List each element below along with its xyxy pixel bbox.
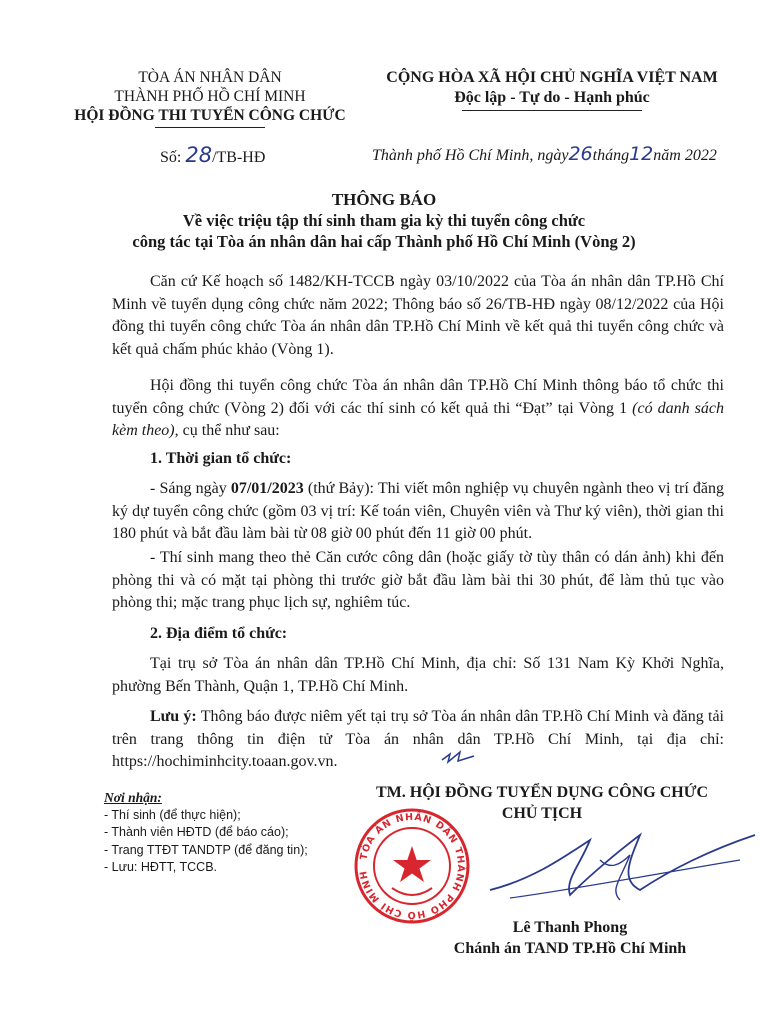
section-2-text: Tại trụ sở Tòa án nhân dân TP.Hồ Chí Minh, địa chỉ: Số 131 Nam Kỳ Khởi Nghĩa, phường Bến Thành, Quận 1, TP.Hồ Chí Minh. [112, 655, 724, 695]
national-title: CỘNG HÒA XÃ HỘI CHỦ NGHĨA VIỆT NAM [386, 69, 718, 86]
signer-block [420, 917, 720, 959]
motto-underline [462, 110, 642, 111]
issuer-line-3: HỘI ĐỒNG THI TUYỂN CÔNG CHỨC [74, 107, 346, 124]
date-place: Thành phố Hồ Chí Minh, ngày [372, 147, 569, 164]
doc-number-handwritten: 28 [185, 143, 213, 167]
announcement-text-1: Hội đồng thi tuyển công chức Tòa án nhân dân TP.Hồ Chí Minh thông báo tổ chức thi tuyển công chức (Vòng 2) đối với các thí sinh có kết quả thi “Đạt” tại Vòng 1 [112, 377, 724, 417]
recipient-item: - Trang TTĐT TANDTP (để đăng tin); [104, 842, 308, 857]
recipients-label: Nơi nhận: [104, 790, 162, 805]
document-number [160, 143, 265, 167]
doc-number-prefix: Số: [160, 149, 182, 166]
section-1-item-1 [112, 478, 724, 546]
issuer-header [60, 68, 360, 128]
date-day-handwritten: 26 [568, 143, 593, 165]
date-year: năm 2022 [653, 147, 717, 164]
date-month-word: tháng [592, 147, 630, 164]
section-1-heading: 1. Thời gian tổ chức: [150, 450, 292, 467]
announcement-italic: (có danh sách kèm theo) [112, 399, 725, 439]
note-paragraph [112, 706, 724, 774]
signature-title-1: TM. HỘI ĐỒNG TUYỂN DỤNG CÔNG CHỨC [375, 784, 708, 801]
handwritten-signature-icon [470, 820, 760, 920]
issuer-line-1: TÒA ÁN NHÂN DÂN [138, 69, 282, 86]
section-1-item-2: - Thí sinh mang theo thẻ Căn cước công dân (hoặc giấy tờ tùy thân có dán ảnh) khi đến phòng thi và có mặt tại phòng thi trước giờ bắt đầu làm bài thi 30 phút, để làm thủ tục vào phòng thi; mặc trang phục lịch sự, nghiêm túc. [112, 549, 724, 611]
section-2-heading: 2. Địa điểm tổ chức: [150, 625, 288, 642]
notice-title-main: THÔNG BÁO [331, 190, 437, 209]
issuer-line-2: THÀNH PHỐ HỒ CHÍ MINH [114, 88, 306, 105]
recipients-list [104, 789, 308, 877]
recipient-item: - Thành viên HĐTD (để báo cáo); [104, 825, 289, 839]
paragraph-announcement [112, 375, 724, 443]
signer-position: Chánh án TAND TP.Hồ Chí Minh [453, 940, 687, 957]
notice-title [40, 189, 728, 252]
signature-title-2: CHỦ TỊCH [501, 805, 583, 822]
recipient-item: - Lưu: HĐTT, TCCB. [104, 860, 218, 874]
item1-prefix: - Sáng ngày [150, 480, 231, 497]
handwritten-mark-icon [438, 748, 478, 766]
doc-number-suffix: /TB-HĐ [212, 149, 266, 166]
date-line [372, 143, 717, 165]
note-text: Thông báo được niêm yết tại trụ sở Tòa án nhân dân TP.Hồ Chí Minh và đăng tải trên trang thông tin điện tử Tòa án nhân dân TP.Hồ Chí Minh, tại địa chỉ: https://hochiminhcity.toaan.gov.vn. [112, 708, 724, 770]
national-motto: Độc lập - Tự do - Hạnh phúc [454, 89, 650, 106]
item1-rest: (thứ Bảy): Thi viết môn nghiệp vụ chuyên ngành theo vị trí đăng ký dự tuyển công chức (gồm 03 vị trí: Kế toán viên, Chuyên viên và Thư ký viên), thời gian thi 180 phút và bắt đầu làm bài từ 08 giờ 00 phút đến 11 giờ 00 phút. [112, 480, 724, 542]
paragraph-legal-basis: Căn cứ Kế hoạch số 1482/KH-TCCB ngày 03/10/2022 của Tòa án nhân dân TP.Hồ Chí Minh về tuyển dụng công chức năm 2022; Thông báo số 26/TB-HĐ ngày 08/12/2022 của Hội đồng thi tuyển công chức Tòa án nhân dân TP.Hồ Chí Minh về kết quả thi tuyển công chức và kết quả chấm phúc khảo (Vòng 1). [112, 273, 724, 358]
notice-subtitle-2: công tác tại Tòa án nhân dân hai cấp Thành phố Hồ Chí Minh (Vòng 2) [132, 232, 636, 251]
notice-subtitle-1: Về việc triệu tập thí sinh tham gia kỳ thi tuyển công chức [182, 211, 586, 230]
svg-text:TÒA ÁN NHÂN DÂN THÀNH PHỐ HỒ C: TÒA ÁN NHÂN DÂN THÀNH PHỐ HỒ CHÍ MINH [358, 811, 467, 921]
note-label: Lưu ý: [150, 708, 197, 725]
signer-name: Lê Thanh Phong [512, 919, 628, 936]
issuer-underline [155, 127, 265, 128]
national-header [352, 68, 752, 111]
item1-date: 07/01/2023 [230, 480, 304, 497]
announcement-text-2: , cụ thể như sau: [174, 422, 280, 439]
official-seal-icon [352, 806, 472, 926]
date-month-handwritten: 12 [629, 143, 654, 165]
recipient-item: - Thí sinh (để thực hiện); [104, 807, 241, 822]
